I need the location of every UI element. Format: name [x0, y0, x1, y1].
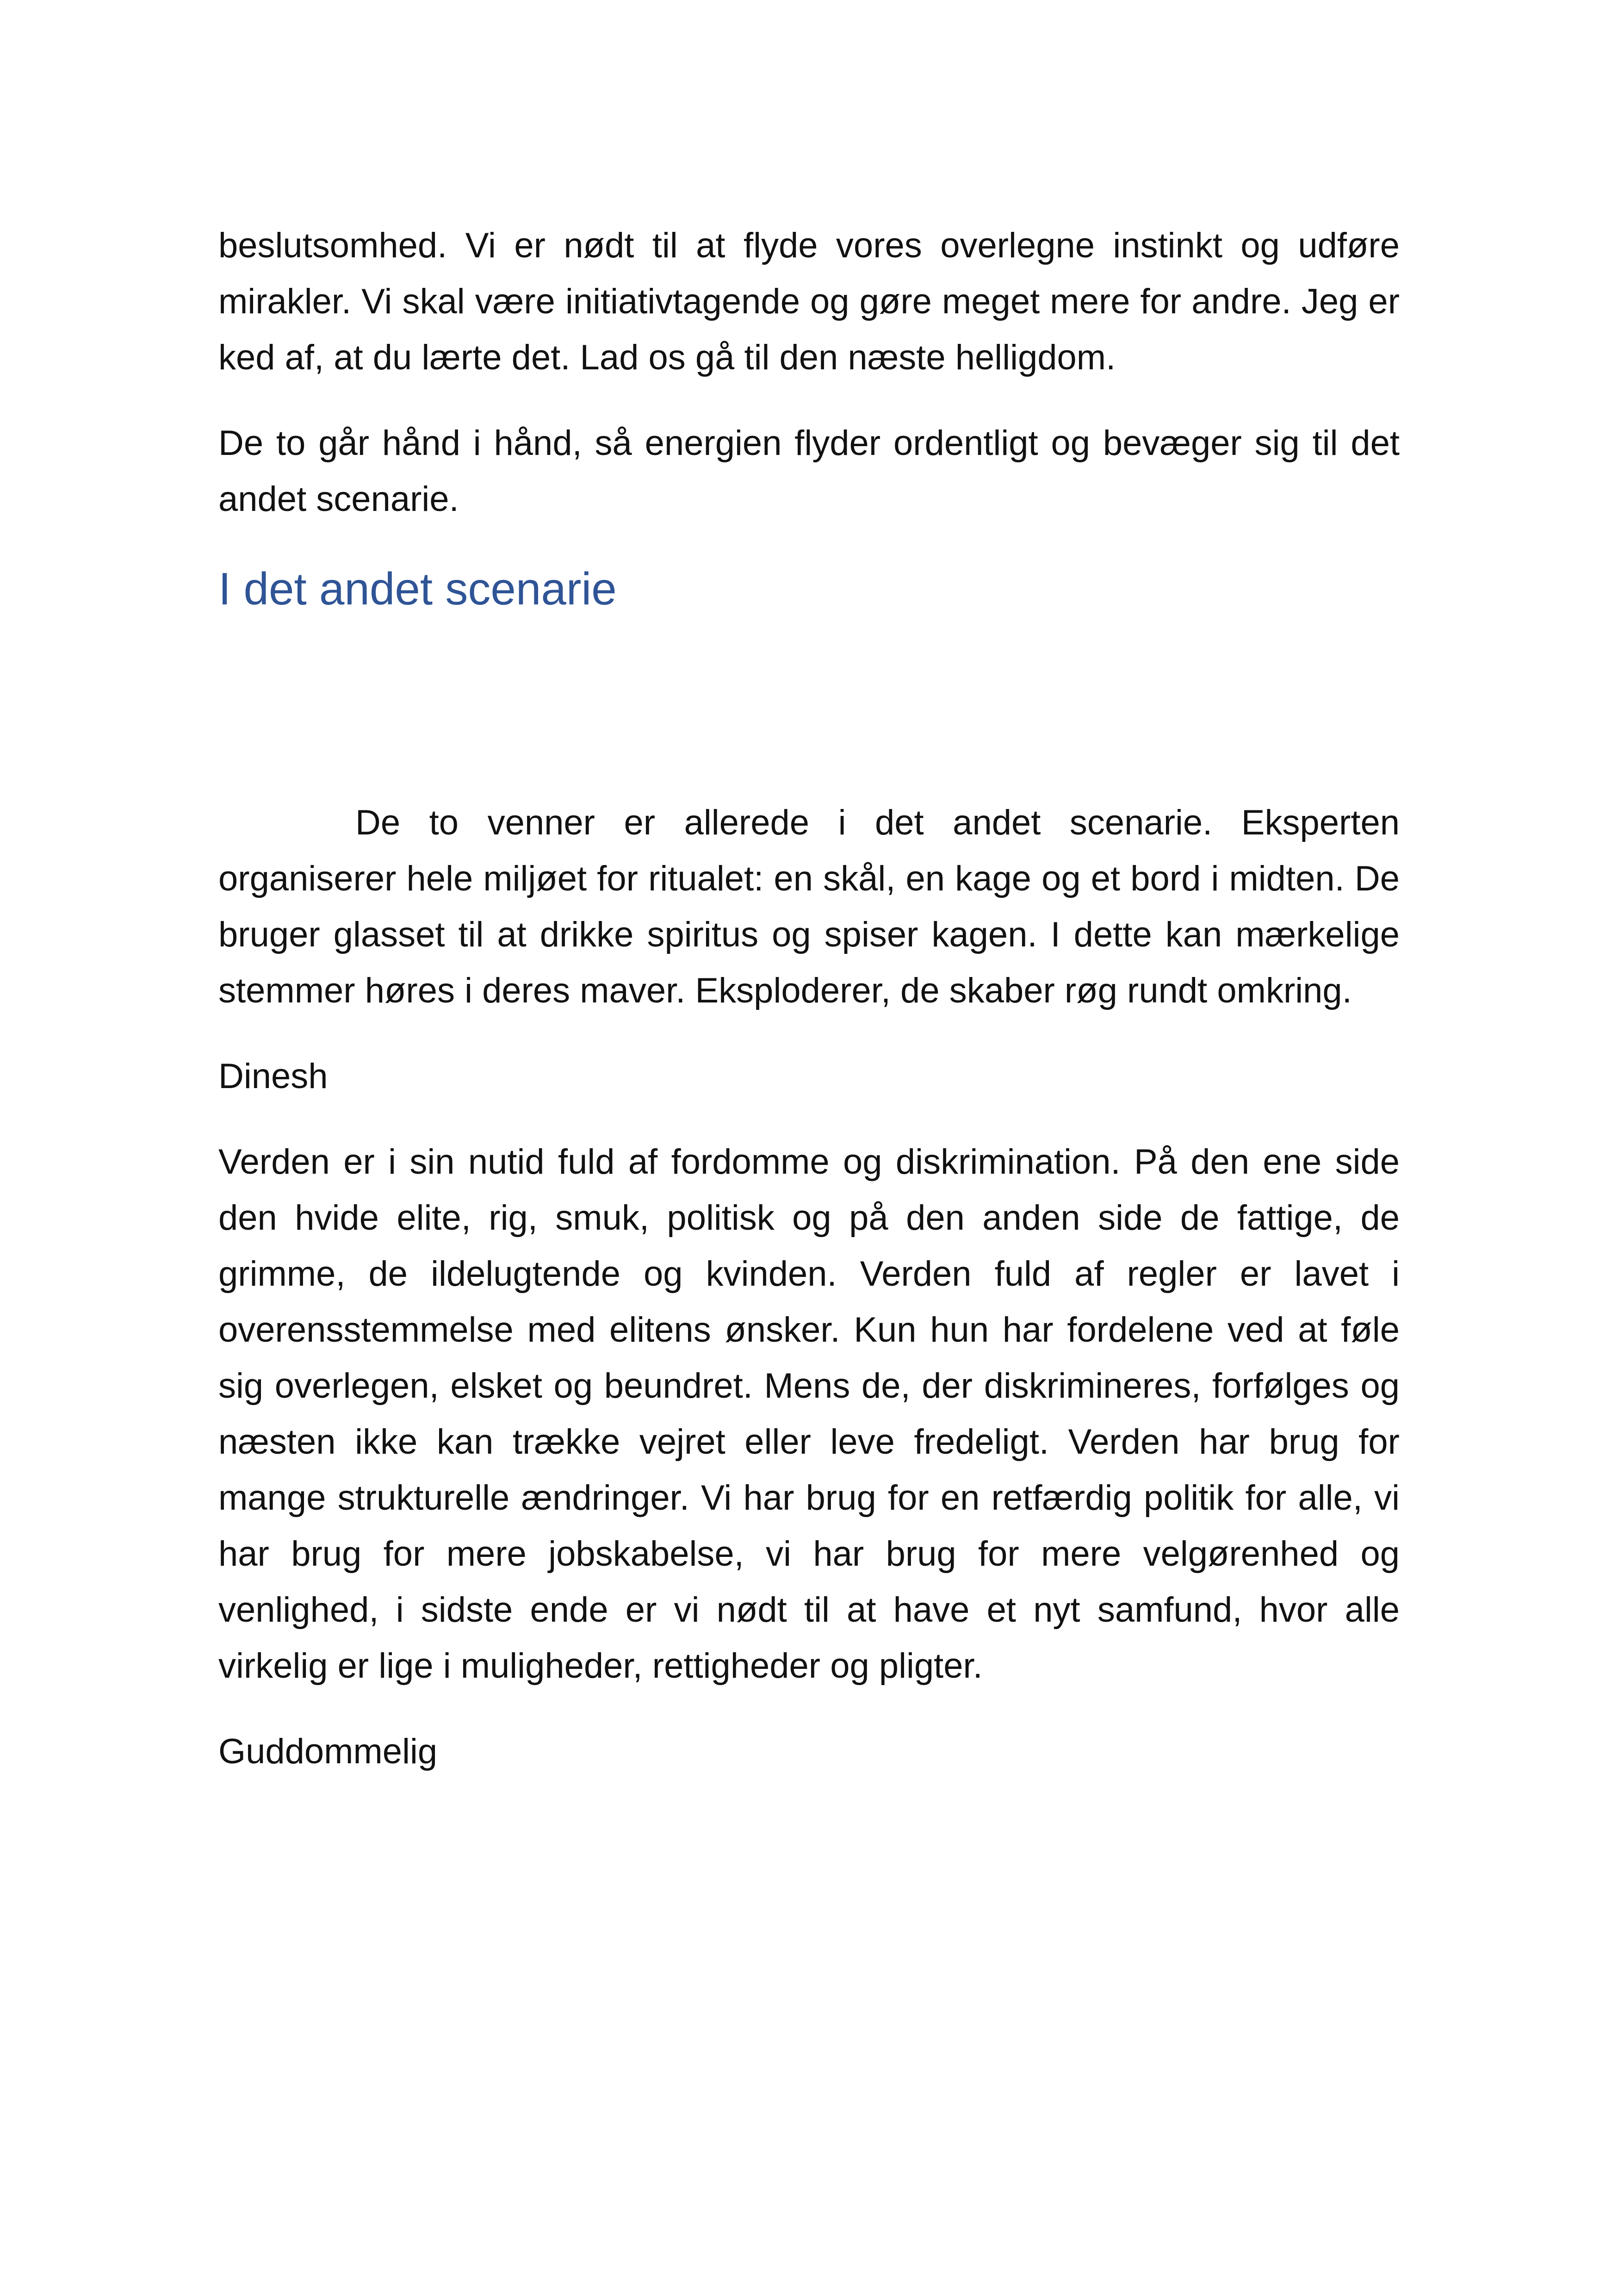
section-heading: I det andet scenarie [218, 563, 617, 614]
paragraph-3: De to venner er allerede i det andet scenarie. Eksperten organiserer hele miljøet for ritualet: en skål, en kage og et bord i midten. De bruger glasset til at drikke spiritus og spiser kagen. I dette kan mærkelige stemmer høres i deres maver. Eksploderer, de skaber røg rundt omkring. [218, 803, 1400, 1010]
speaker-label-guddommelig: Guddommelig [218, 1732, 438, 1771]
speaker-label-dinesh: Dinesh [218, 1057, 328, 1096]
paragraph-1: beslutsomhed. Vi er nødt til at flyde vores overlegne instinkt og udføre mirakler. Vi skal være initiativtagende og gøre meget mere for andre. Jeg er ked af, at du lærte det. Lad os gå til den næste helligdom. [218, 226, 1400, 377]
paragraph-2: De to går hånd i hånd, så energien flyder ordentligt og bevæger sig til det andet scenarie. [218, 423, 1400, 519]
document-page [218, 218, 1400, 1780]
blank-space [218, 619, 1400, 795]
paragraph-4: Verden er i sin nutid fuld af fordomme og diskrimination. På den ene side den hvide elite, rig, smuk, politisk og på den anden side de fattige, de grimme, de ildelugtende og kvinden. Verden fuld af regler er lavet i overensstemmelse med elitens ønsker. Kun hun har fordelene ved at føle sig overlegen, elsket og beundret. Mens de, der diskrimineres, forfølges og næsten ikke kan trække vejret eller leve fredeligt. Verden har brug for mange strukturelle ændringer. Vi har brug for en retfærdig politik for alle, vi har brug for mere jobskabelse, vi har brug for mere velgørenhed og venlighed, i sidste ende er vi nødt til at have et nyt samfund, hvor alle virkelig er lige i muligheder, rettigheder og pligter. [218, 1142, 1400, 1686]
